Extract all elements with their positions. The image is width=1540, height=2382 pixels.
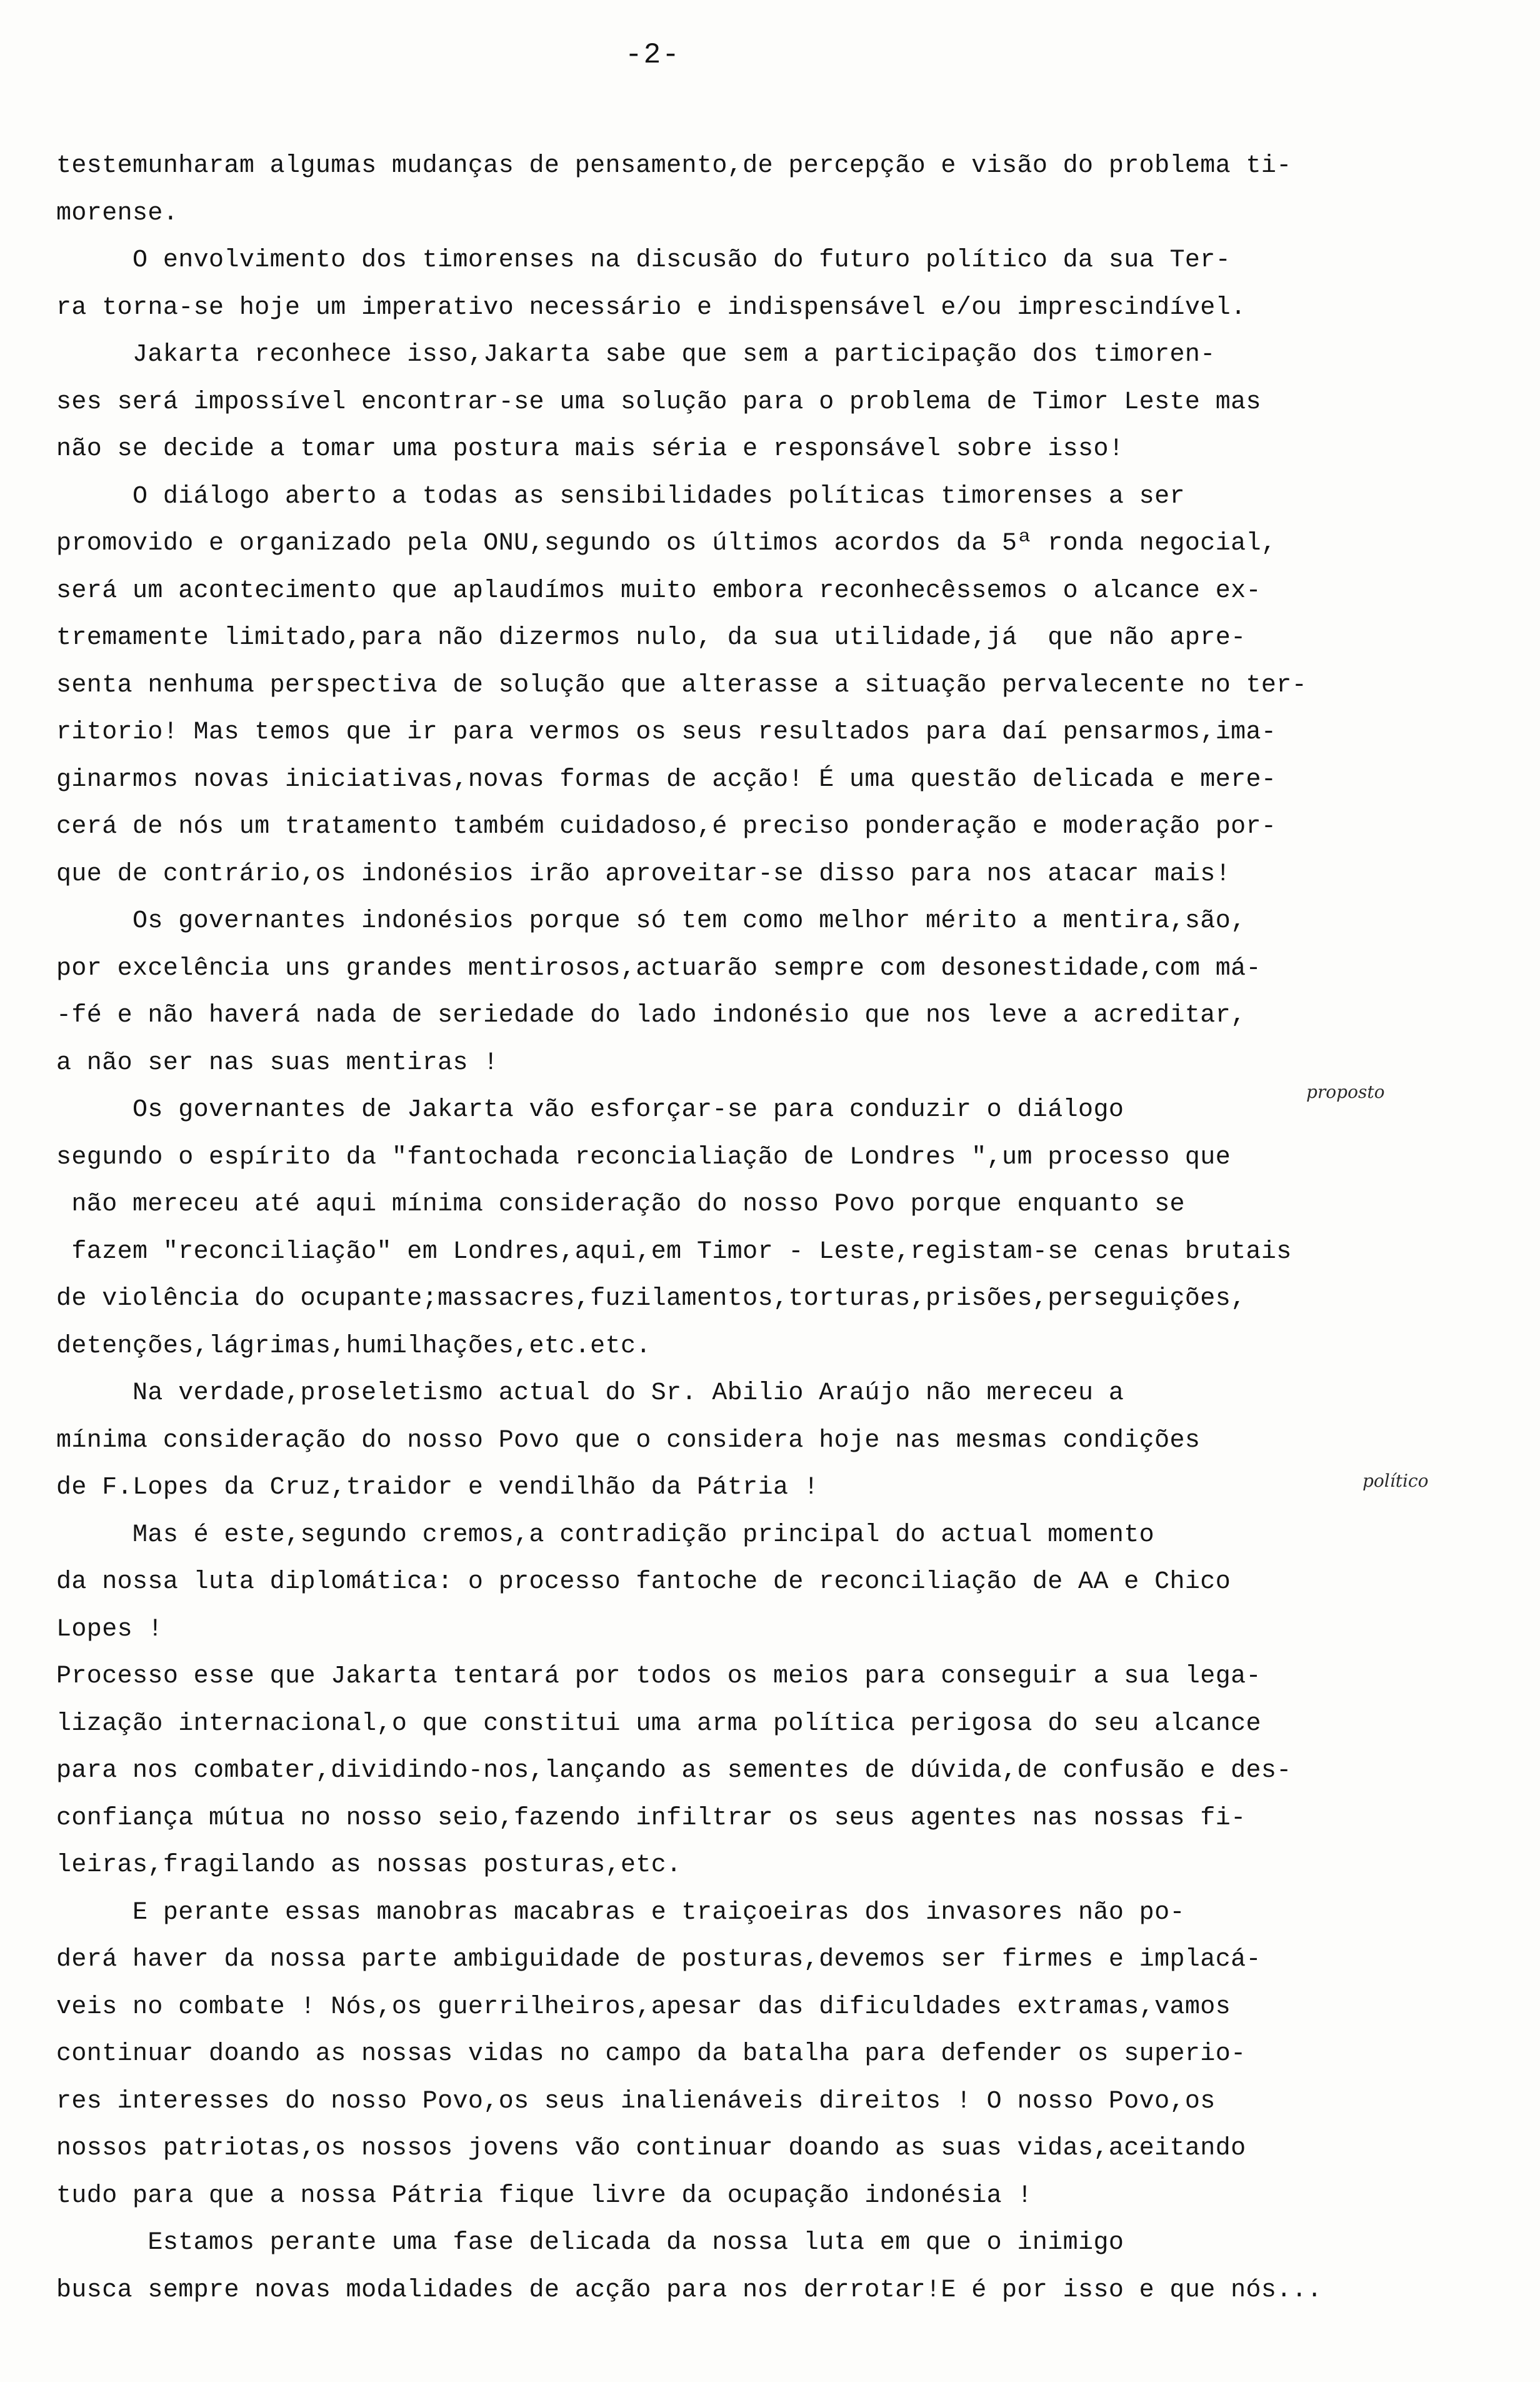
handwritten-annotation: político — [1362, 1470, 1429, 1491]
text-line: testemunharam algumas mudanças de pensamento,de percepção e visão do problema ti- — [56, 152, 1292, 180]
text-line: fazem "reconciliação" em Londres,aqui,em Timor - Leste,registam-se cenas brutais — [56, 1237, 1292, 1266]
text-line: O diálogo aberto a todas as sensibilidades políticas timorenses a ser — [56, 482, 1185, 511]
text-line: por excelência uns grandes mentirosos,actuarão sempre com desonestidade,com má- — [56, 954, 1261, 983]
text-line: de violência do ocupante;massacres,fuzilamentos,torturas,prisões,perseguições, — [56, 1285, 1246, 1313]
text-line: segundo o espírito da "fantochada reconcialiação de Londres ",um processo que — [56, 1143, 1231, 1172]
text-line: Mas é este,segundo cremos,a contradição principal do actual momento — [56, 1520, 1155, 1549]
text-line: Os governantes indonésios porque só tem como melhor mérito a mentira,são, — [56, 907, 1246, 935]
text-line: detenções,lágrimas,humilhações,etc.etc. — [56, 1332, 651, 1360]
text-line: busca sempre novas modalidades de acção para nos derrotar!E é por isso e que nós... — [56, 2276, 1322, 2304]
text-line: morense. — [56, 199, 179, 228]
text-line: tremamente limitado,para não dizermos nulo, da sua utilidade,já que não apre- — [56, 624, 1246, 652]
text-line: ses será impossível encontrar-se uma solução para o problema de Timor Leste mas — [56, 388, 1261, 416]
text-line: O envolvimento dos timorenses na discusão do futuro político da sua Ter- — [56, 246, 1231, 274]
text-line: senta nenhuma perspectiva de solução que alterasse a situação pervalecente no ter- — [56, 671, 1308, 700]
text-line: nossos patriotas,os nossos jovens vão continuar doando as suas vidas,aceitando — [56, 2134, 1246, 2163]
text-line: tudo para que a nossa Pátria fique livre da ocupação indonésia ! — [56, 2181, 1032, 2210]
page-number: -2- — [625, 39, 681, 71]
text-line: não se decide a tomar uma postura mais séria e responsável sobre isso! — [56, 435, 1124, 463]
text-line: confiança mútua no nosso seio,fazendo infiltrar os seus agentes nas nossas fi- — [56, 1804, 1246, 1832]
text-line: será um acontecimento que aplaudímos muito embora reconhecêssemos o alcance ex- — [56, 576, 1261, 605]
text-line: E perante essas manobras macabras e traiçoeiras dos invasores não po- — [56, 1898, 1185, 1927]
text-line: para nos combater,dividindo-nos,lançando as sementes de dúvida,de confusão e des- — [56, 1757, 1292, 1785]
text-line: continuar doando as nossas vidas no campo da batalha para defender os superio- — [56, 2040, 1246, 2068]
text-line: a não ser nas suas mentiras ! — [56, 1048, 499, 1077]
text-line: cerá de nós um tratamento também cuidadoso,é preciso ponderação e moderação por- — [56, 813, 1277, 841]
text-line: ritorio! Mas temos que ir para vermos os seus resultados para daí pensarmos,ima- — [56, 718, 1277, 746]
text-line: lização internacional,o que constitui uma arma política perigosa do seu alcance — [56, 1709, 1261, 1738]
text-line: Estamos perante uma fase delicada da nossa luta em que o inimigo — [56, 2229, 1124, 2257]
text-line: Os governantes de Jakarta vão esforçar-se para conduzir o diálogo — [56, 1096, 1124, 1124]
document-body — [56, 143, 1456, 2314]
text-line: não mereceu até aqui mínima consideração do nosso Povo porque enquanto se — [56, 1190, 1185, 1219]
text-line: Lopes ! — [56, 1615, 163, 1644]
text-line: da nossa luta diplomática: o processo fantoche de reconciliação de AA e Chico — [56, 1568, 1231, 1596]
text-line: veis no combate ! Nós,os guerrilheiros,apesar das dificuldades extramas,vamos — [56, 1993, 1231, 2021]
text-line: mínima consideração do nosso Povo que o considera hoje nas mesmas condições — [56, 1426, 1201, 1455]
text-line: ra torna-se hoje um imperativo necessário e indispensável e/ou imprescindível. — [56, 293, 1246, 322]
text-line: leiras,fragilando as nossas posturas,etc. — [56, 1851, 682, 1879]
text-line: que de contrário,os indonésios irão aproveitar-se disso para nos atacar mais! — [56, 860, 1231, 888]
text-line: derá haver da nossa parte ambiguidade de posturas,devemos ser firmes e implacá- — [56, 1946, 1261, 1974]
text-line: ginarmos novas iniciativas,novas formas de acção! É uma questão delicada e mere- — [56, 765, 1277, 794]
text-line: de F.Lopes da Cruz,traidor e vendilhão da Pátria ! — [56, 1474, 819, 1502]
text-line: res interesses do nosso Povo,os seus inalienáveis direitos ! O nosso Povo,os — [56, 2087, 1216, 2116]
text-line: promovido e organizado pela ONU,segundo os últimos acordos da 5ª ronda negocial, — [56, 530, 1277, 558]
text-line: Processo esse que Jakarta tentará por todos os meios para conseguir a sua lega- — [56, 1662, 1261, 1691]
text-line: Na verdade,proseletismo actual do Sr. Abilio Araújo não mereceu a — [56, 1379, 1124, 1407]
text-line: -fé e não haverá nada de seriedade do lado indonésio que nos leve a acreditar, — [56, 1002, 1246, 1030]
text-line: Jakarta reconhece isso,Jakarta sabe que sem a participação dos timoren- — [56, 341, 1216, 369]
handwritten-annotation: proposto — [1306, 1082, 1385, 1102]
